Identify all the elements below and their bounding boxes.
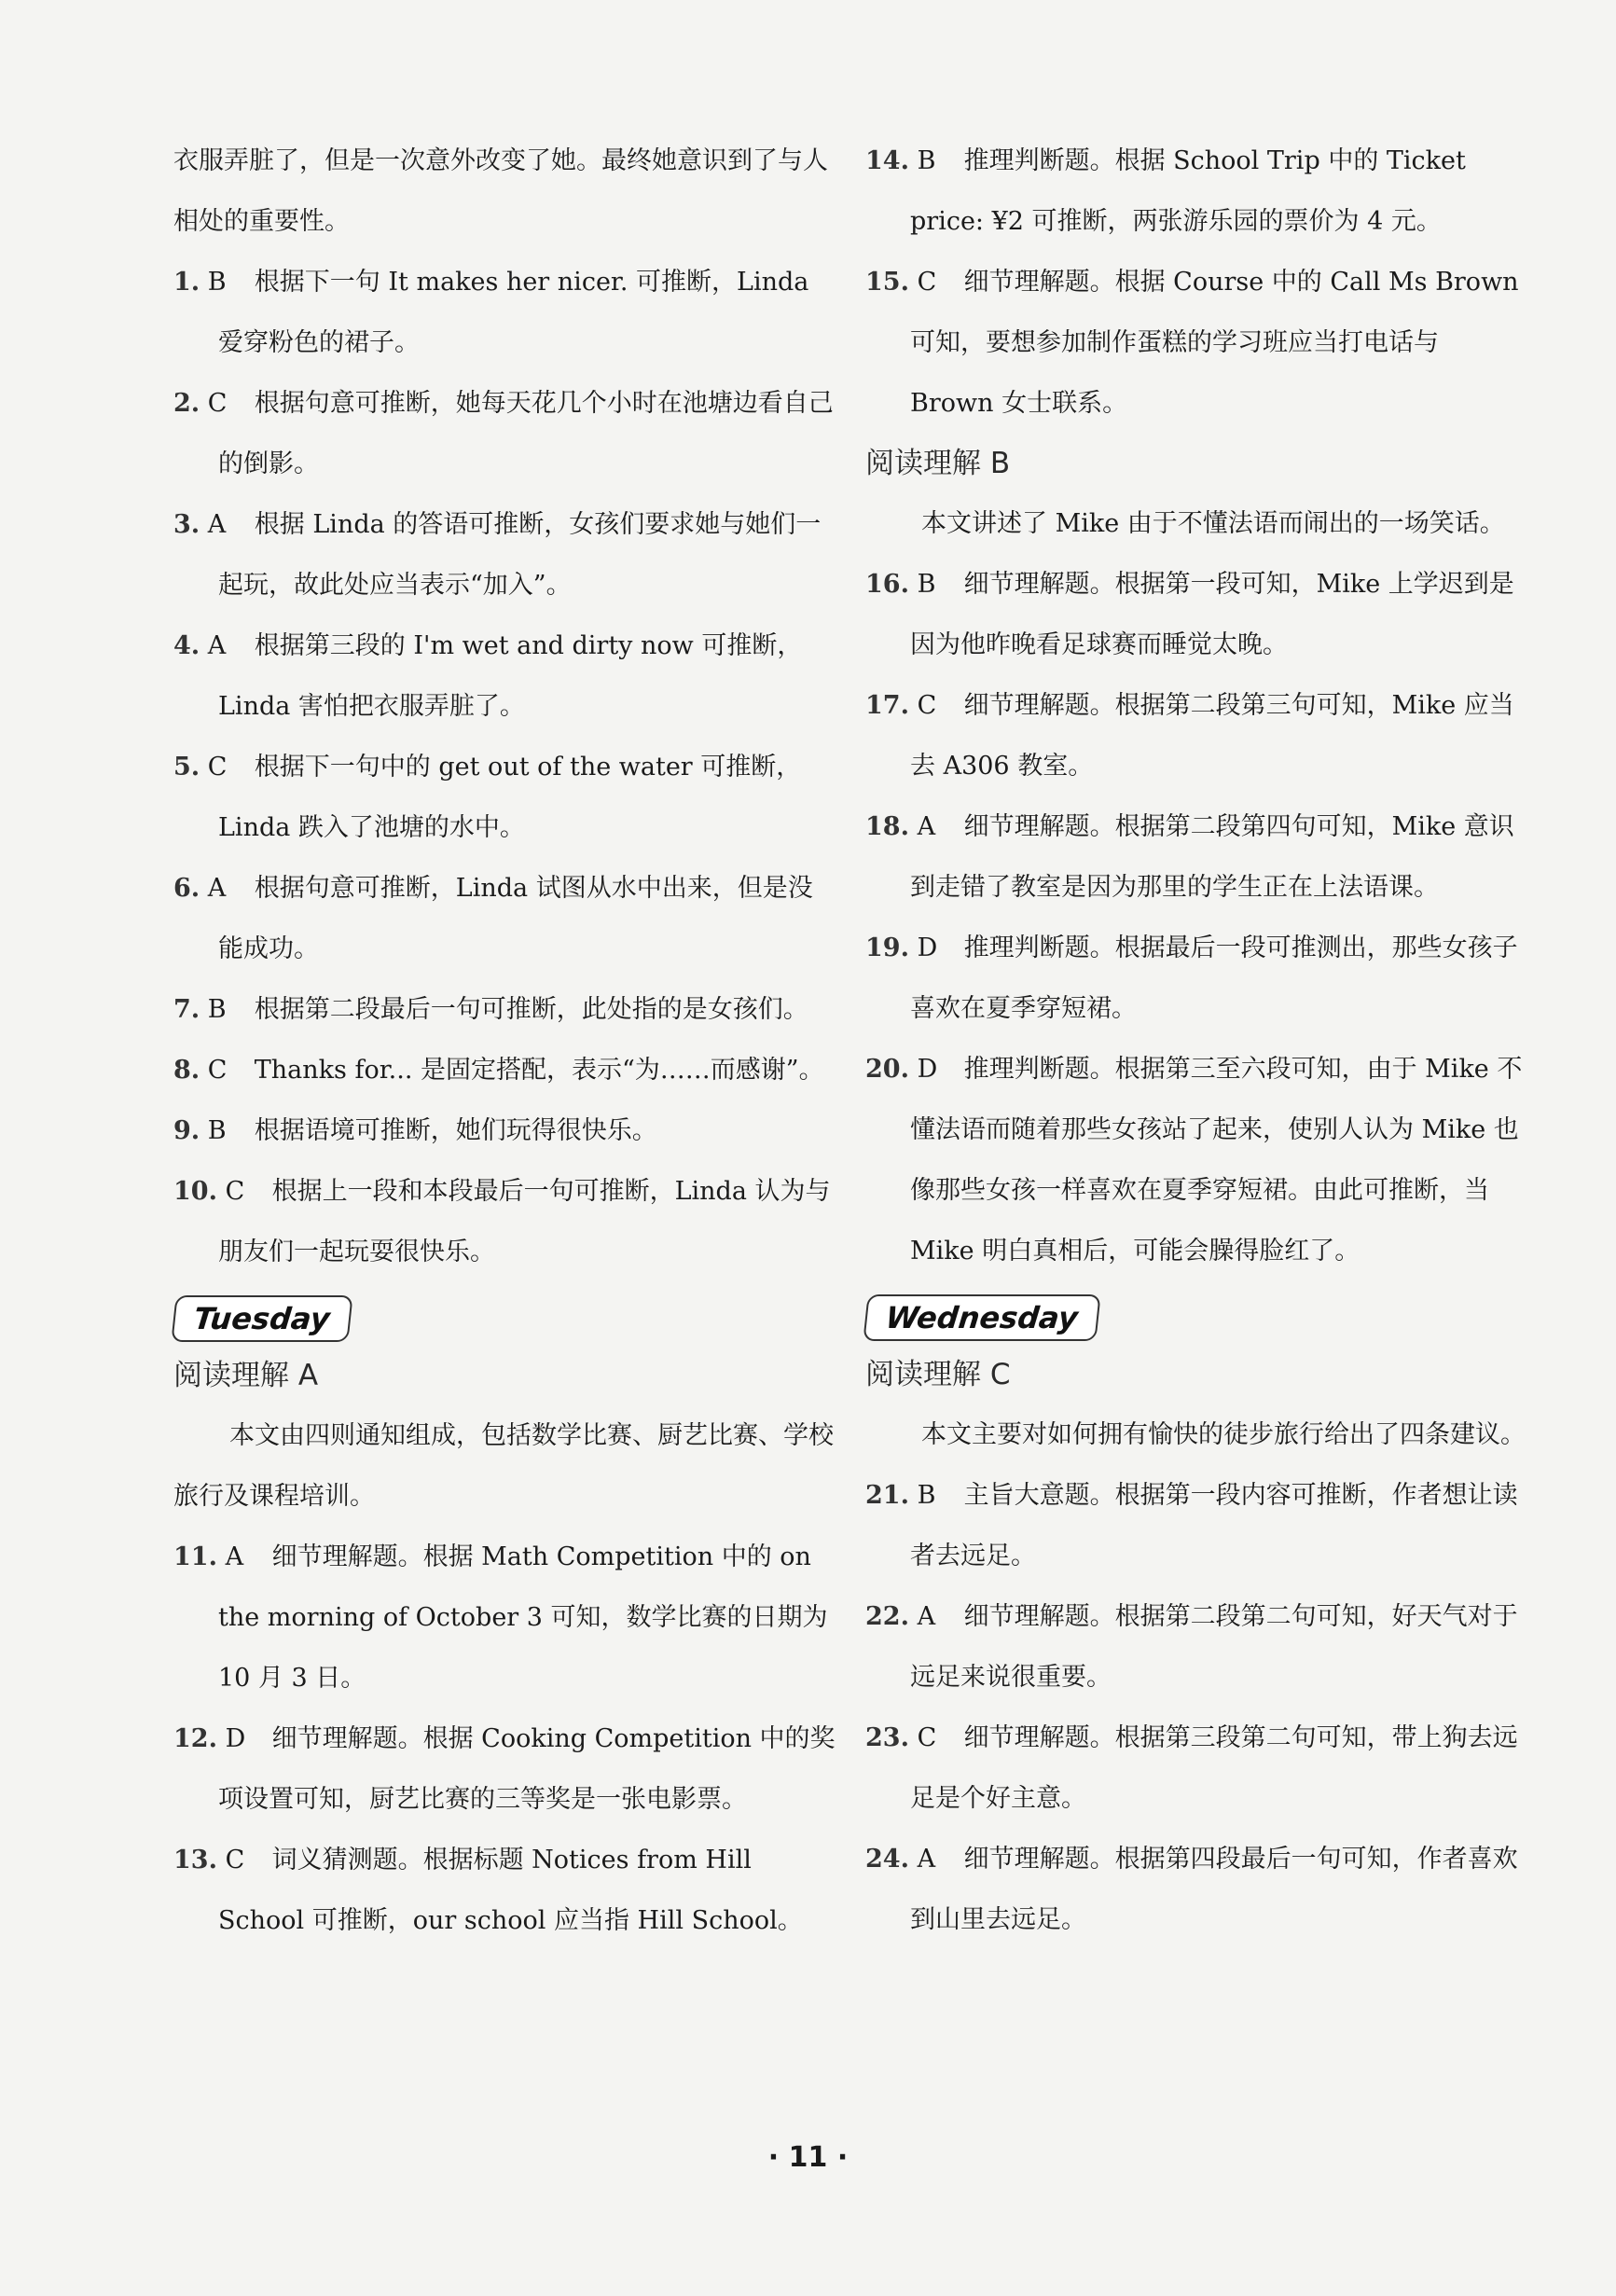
answer-item: 3. A 根据 Linda 的答语可推断，女孩们要求她与她们一起玩，故此处应当表示“加入”。 [173, 510, 822, 600]
answer-item: 16. B 细节理解题。根据第一段可知，Mike 上学迟到是因为他昨晚看足球赛而睡觉太晚。 [865, 570, 1514, 659]
answer-list-11-13 [173, 1527, 836, 1951]
section-a-intro: 本文由四则通知组成，包括数学比赛、厨艺比赛、学校旅行及课程培训。 [173, 1421, 834, 1511]
right-column [865, 131, 1527, 1950]
answer-item: 12. D 细节理解题。根据 Cooking Competition 中的奖项设置可知，厨艺比赛的三等奖是一张电影票。 [173, 1724, 836, 1814]
answer-item: 24. A 细节理解题。根据第四段最后一句可知，作者喜欢到山里去远足。 [865, 1845, 1518, 1934]
answer-item: 5. C 根据下一句中的 get out of the water 可推断，Linda 跌入了池塘的水中。 [173, 753, 802, 842]
section-c-intro: 本文主要对如何拥有愉快的徒步旅行给出了四条建议。 [921, 1420, 1526, 1449]
answer-item: 9. B 根据语境可推断，她们玩得很快乐。 [173, 1116, 657, 1145]
answer-item: 17. C 细节理解题。根据第二段第三句可知，Mike 应当去 A306 教室。 [865, 691, 1514, 781]
wednesday-badge: Wednesday [863, 1294, 1100, 1341]
answer-item: 8. C Thanks for... 是固定搭配，表示“为……而感谢”。 [173, 1056, 824, 1085]
answer-item: 18. A 细节理解题。根据第二段第四句可知，Mike 意识到走错了教室是因为那里的学生正在上法语课。 [865, 812, 1514, 902]
intro-continued: 衣服弄脏了，但是一次意外改变了她。最终她意识到了与人相处的重要性。 [173, 146, 828, 236]
answer-list-14-15 [865, 131, 1527, 434]
answer-item: 11. A 细节理解题。根据 Math Competition 中的 on the morning of October 3 可知，数学比赛的日期为 10 月 3 日。 [173, 1542, 828, 1693]
answer-list-21-24 [865, 1465, 1527, 1950]
answer-item: 13. C 词义猜测题。根据标题 Notices from Hill School 可推断，our school 应当指 Hill School。 [173, 1846, 803, 1935]
answer-list-16-20 [865, 554, 1527, 1281]
section-b-intro: 本文讲述了 Mike 由于不懂法语而闹出的一场笑话。 [921, 509, 1505, 538]
tuesday-badge: Tuesday [171, 1295, 352, 1342]
answer-item: 2. C 根据句意可推断，她每天花几个小时在池塘边看自己的倒影。 [173, 389, 834, 478]
section-b-title: 阅读理解 B [865, 447, 1011, 480]
left-column [173, 131, 836, 1951]
answer-item: 14. B 推理判断题。根据 School Trip 中的 Ticket price: ¥2 可推断，两张游乐园的票价为 4 元。 [865, 146, 1466, 236]
answer-item: 21. B 主旨大意题。根据第一段内容可推断，作者想让读者去远足。 [865, 1481, 1518, 1570]
answer-item: 1. B 根据下一句 It makes her nicer. 可推断，Linda 爱穿粉色的裙子。 [173, 268, 809, 357]
answer-item: 22. A 细节理解题。根据第二段第二句可知，好天气对于远足来说很重要。 [865, 1602, 1518, 1692]
page-number: · 11 · [767, 2141, 849, 2174]
answer-item: 4. A 根据第三段的 I'm wet and dirty now 可推断，Linda 害怕把衣服弄脏了。 [173, 631, 803, 721]
answer-item: 19. D 推理判断题。根据最后一段可推测出，那些女孩子喜欢在夏季穿短裙。 [865, 934, 1518, 1023]
answer-item: 10. C 根据上一段和本段最后一句可推断，Linda 认为与朋友们一起玩耍很快乐。 [173, 1177, 831, 1266]
section-a-title: 阅读理解 A [173, 1359, 319, 1392]
answer-item: 7. B 根据第二段最后一句可推断，此处指的是女孩们。 [173, 995, 808, 1024]
answer-item: 6. A 根据句意可推断，Linda 试图从水中出来，但是没能成功。 [173, 874, 813, 963]
answer-item: 20. D 推理判断题。根据第三至六段可知，由于 Mike 不懂法语而随着那些女孩站了起来，使别人认为 Mike 也像那些女孩一样喜欢在夏季穿短裙。由此可推断，当 Mike 明白真相后，可能会臊得脸红了。 [865, 1055, 1523, 1266]
answer-item: 15. C 细节理解题。根据 Course 中的 Call Ms Brown 可知，要想参加制作蛋糕的学习班应当打电话与 Brown 女士联系。 [865, 268, 1519, 418]
answer-list-1-10 [173, 252, 836, 1282]
answer-item: 23. C 细节理解题。根据第三段第二句可知，带上狗去远足是个好主意。 [865, 1723, 1518, 1813]
section-c-title: 阅读理解 C [865, 1358, 1011, 1391]
